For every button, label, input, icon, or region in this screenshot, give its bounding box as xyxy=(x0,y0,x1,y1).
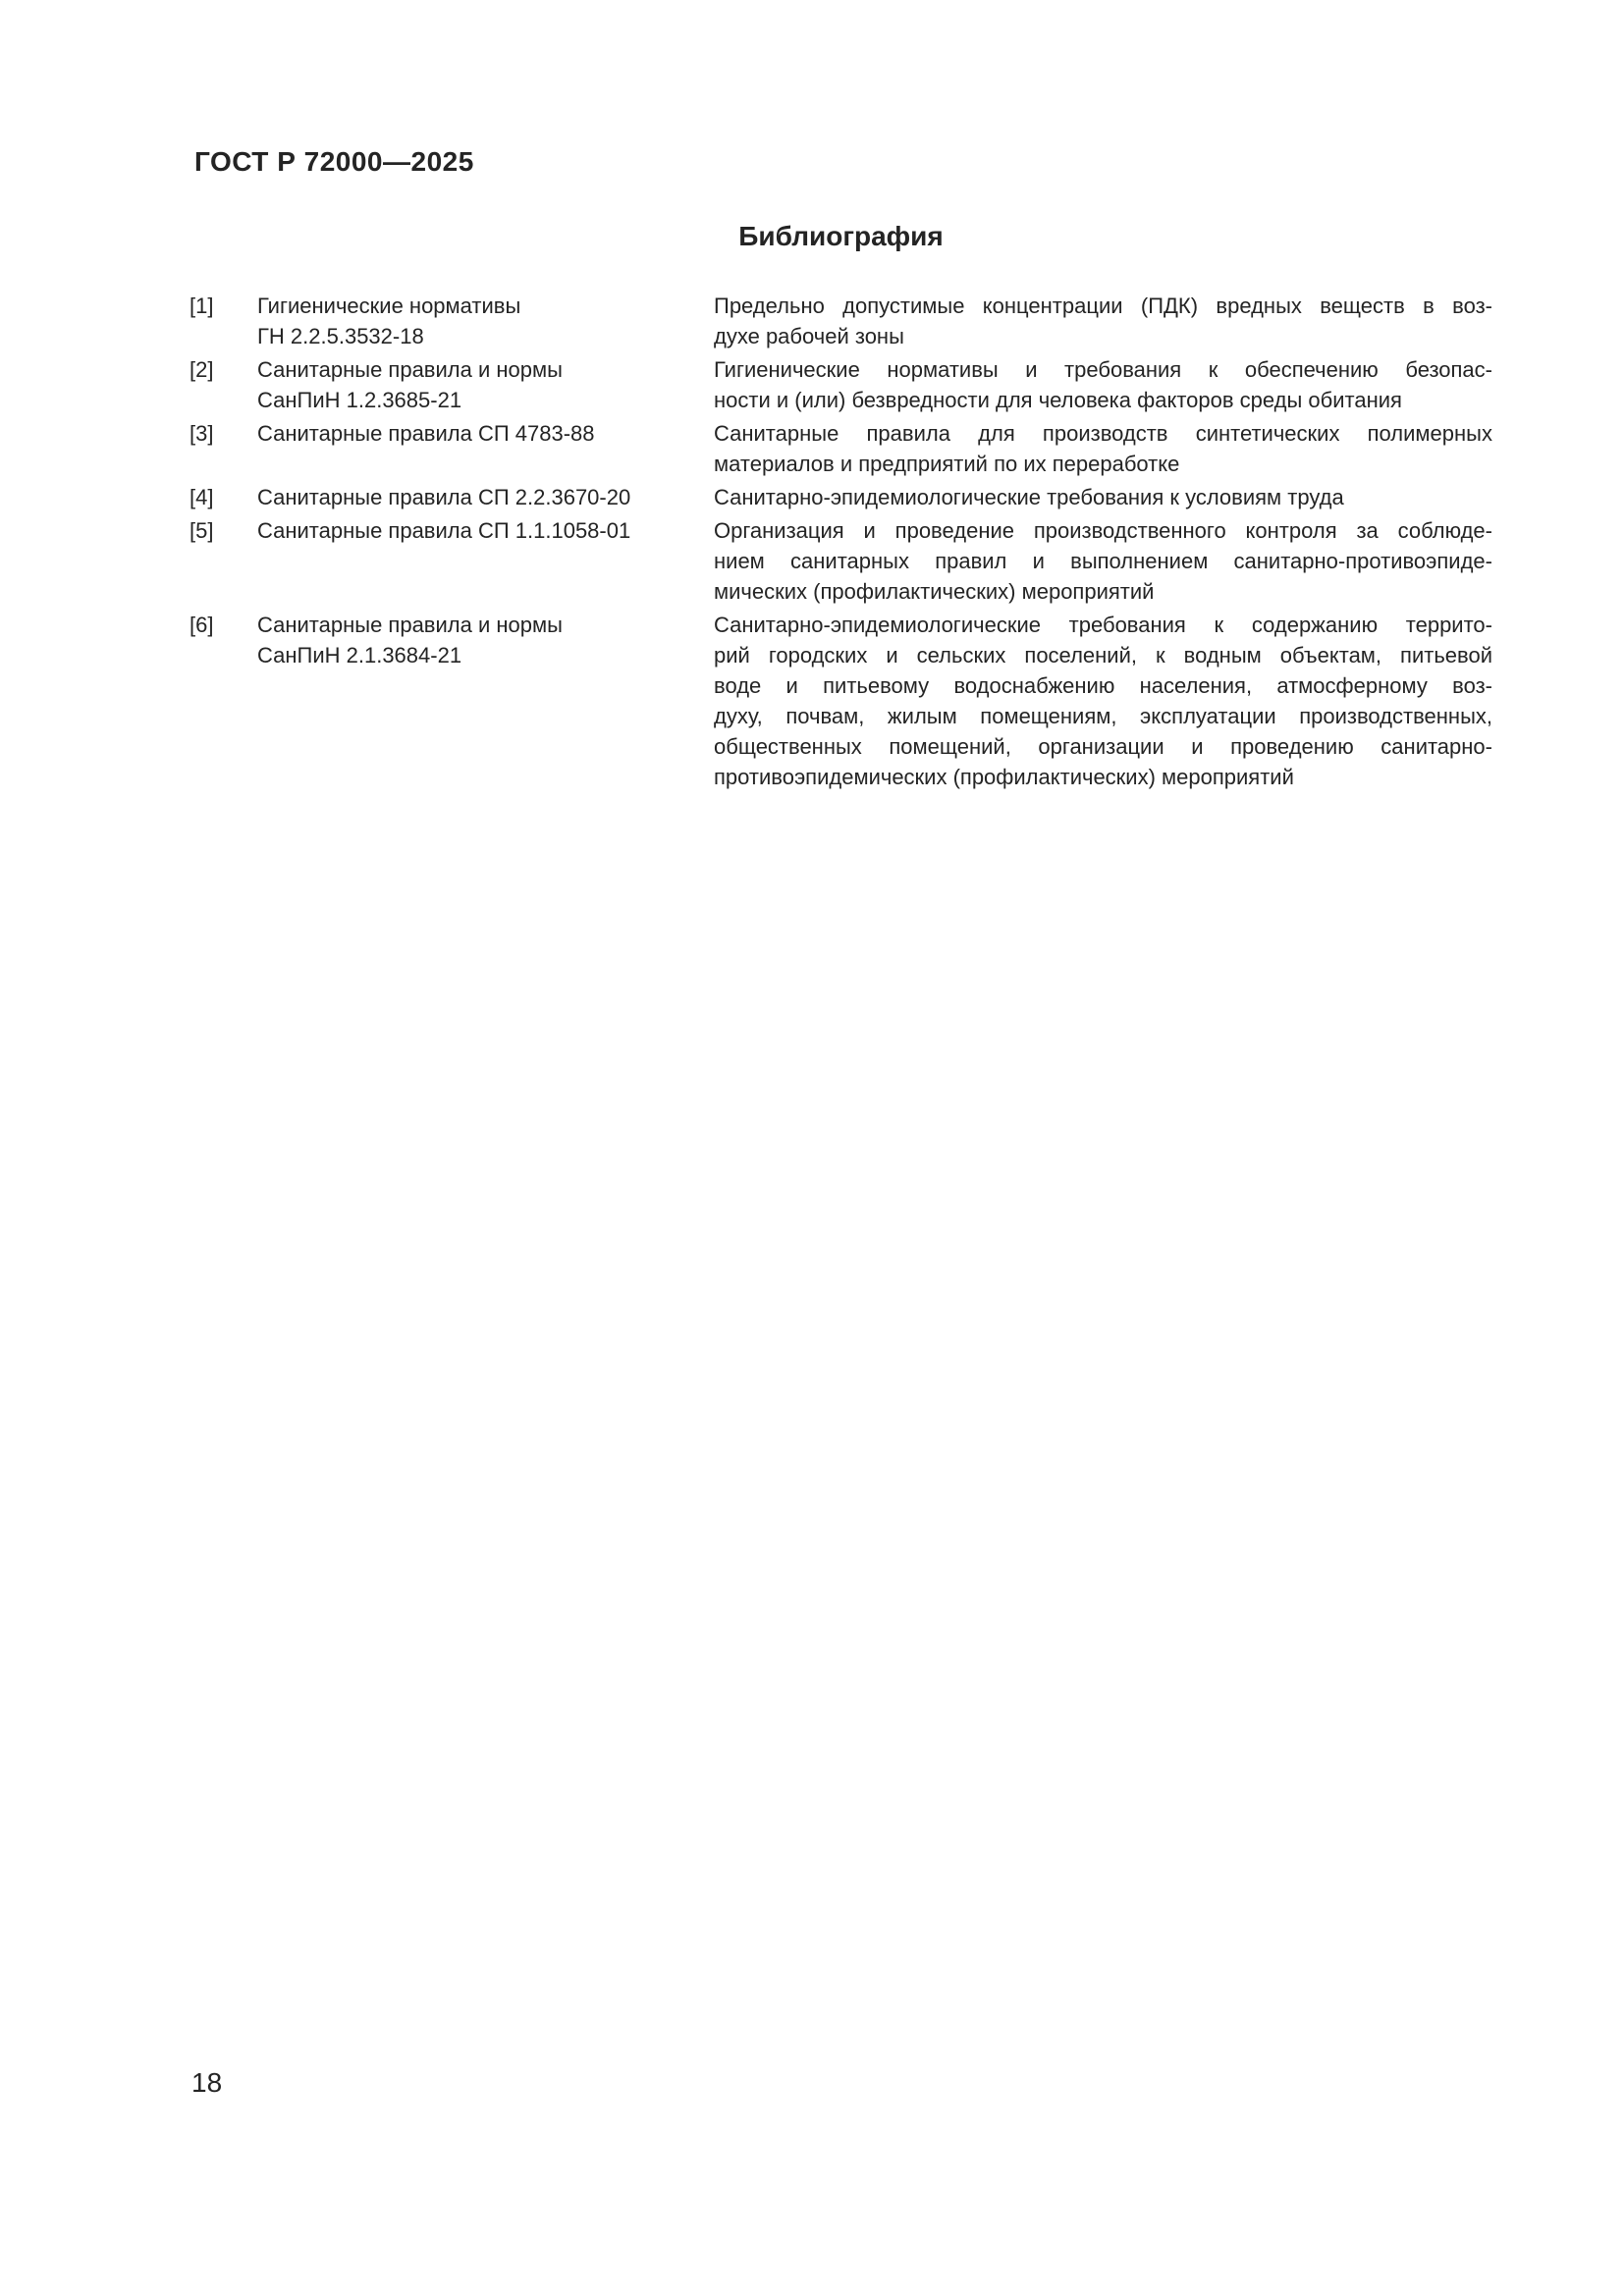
entry-number: [2] xyxy=(189,357,214,382)
entry-description xyxy=(714,354,1492,415)
entry-reference xyxy=(257,354,714,415)
description-line: мических (профилактических) мероприятий xyxy=(714,579,1155,604)
standard-code-header: ГОСТ Р 72000—2025 xyxy=(194,146,474,177)
entry-reference xyxy=(257,291,714,351)
entry-reference xyxy=(257,418,714,479)
description-line: Гигиенические нормативы и требования к обеспечению безопас- xyxy=(714,357,1492,382)
entry-description xyxy=(714,610,1492,792)
reference-line: Санитарные правила СП 1.1.1058-01 xyxy=(257,518,631,543)
description-line: Организация и проведение производственного контроля за соблюде- xyxy=(714,518,1492,543)
page-number: 18 xyxy=(191,2067,223,2098)
description-line: противоэпидемических (профилактических) мероприятий xyxy=(714,765,1294,789)
description-line: воде и питьевому водоснабжению населения, атмосферному воз- xyxy=(714,673,1492,698)
reference-line: Санитарные правила и нормы xyxy=(257,357,563,382)
description-line: духу, почвам, жилым помещениям, эксплуатации производственных, xyxy=(714,704,1492,728)
entry-reference xyxy=(257,610,714,792)
description-line: Предельно допустимые концентрации (ПДК) вредных веществ в воз- xyxy=(714,294,1492,318)
reference-line: Санитарные правила СП 2.2.3670-20 xyxy=(257,485,631,509)
bibliography-entry xyxy=(189,418,1492,479)
reference-line: Гигиенические нормативы xyxy=(257,294,521,318)
description-line: нием санитарных правил и выполнением санитарно-противоэпиде- xyxy=(714,549,1492,573)
reference-line: СанПиН 2.1.3684-21 xyxy=(257,643,462,667)
bibliography-list xyxy=(189,291,1492,795)
description-line: общественных помещений, организации и проведению санитарно- xyxy=(714,734,1492,759)
description-line: Санитарные правила для производств синтетических полимерных xyxy=(714,421,1492,446)
entry-description xyxy=(714,515,1492,607)
entry-reference xyxy=(257,515,714,607)
page-title: Библиография xyxy=(738,221,944,251)
bibliography-entry xyxy=(189,482,1492,512)
reference-line: Санитарные правила и нормы xyxy=(257,613,563,637)
bibliography-entry xyxy=(189,291,1492,351)
description-line: Санитарно-эпидемиологические требования к содержанию террито- xyxy=(714,613,1492,637)
description-line: ности и (или) безвредности для человека факторов среды обитания xyxy=(714,388,1402,412)
entry-description xyxy=(714,482,1492,512)
reference-line: СанПиН 1.2.3685-21 xyxy=(257,388,462,412)
entry-description xyxy=(714,291,1492,351)
reference-line: ГН 2.2.5.3532-18 xyxy=(257,324,424,348)
bibliography-entry xyxy=(189,610,1492,792)
bibliography-entry xyxy=(189,515,1492,607)
entry-number: [3] xyxy=(189,421,214,446)
entry-number: [6] xyxy=(189,613,214,637)
entry-number: [5] xyxy=(189,518,214,543)
entry-number: [4] xyxy=(189,485,214,509)
entry-description xyxy=(714,418,1492,479)
description-line: рий городских и сельских поселений, к водным объектам, питьевой xyxy=(714,643,1492,667)
entry-number: [1] xyxy=(189,294,214,318)
description-line: Санитарно-эпидемиологические требования к условиям труда xyxy=(714,485,1344,509)
entry-reference xyxy=(257,482,714,512)
description-line: духе рабочей зоны xyxy=(714,324,904,348)
reference-line: Санитарные правила СП 4783-88 xyxy=(257,421,595,446)
bibliography-entry xyxy=(189,354,1492,415)
description-line: материалов и предприятий по их переработке xyxy=(714,452,1180,476)
